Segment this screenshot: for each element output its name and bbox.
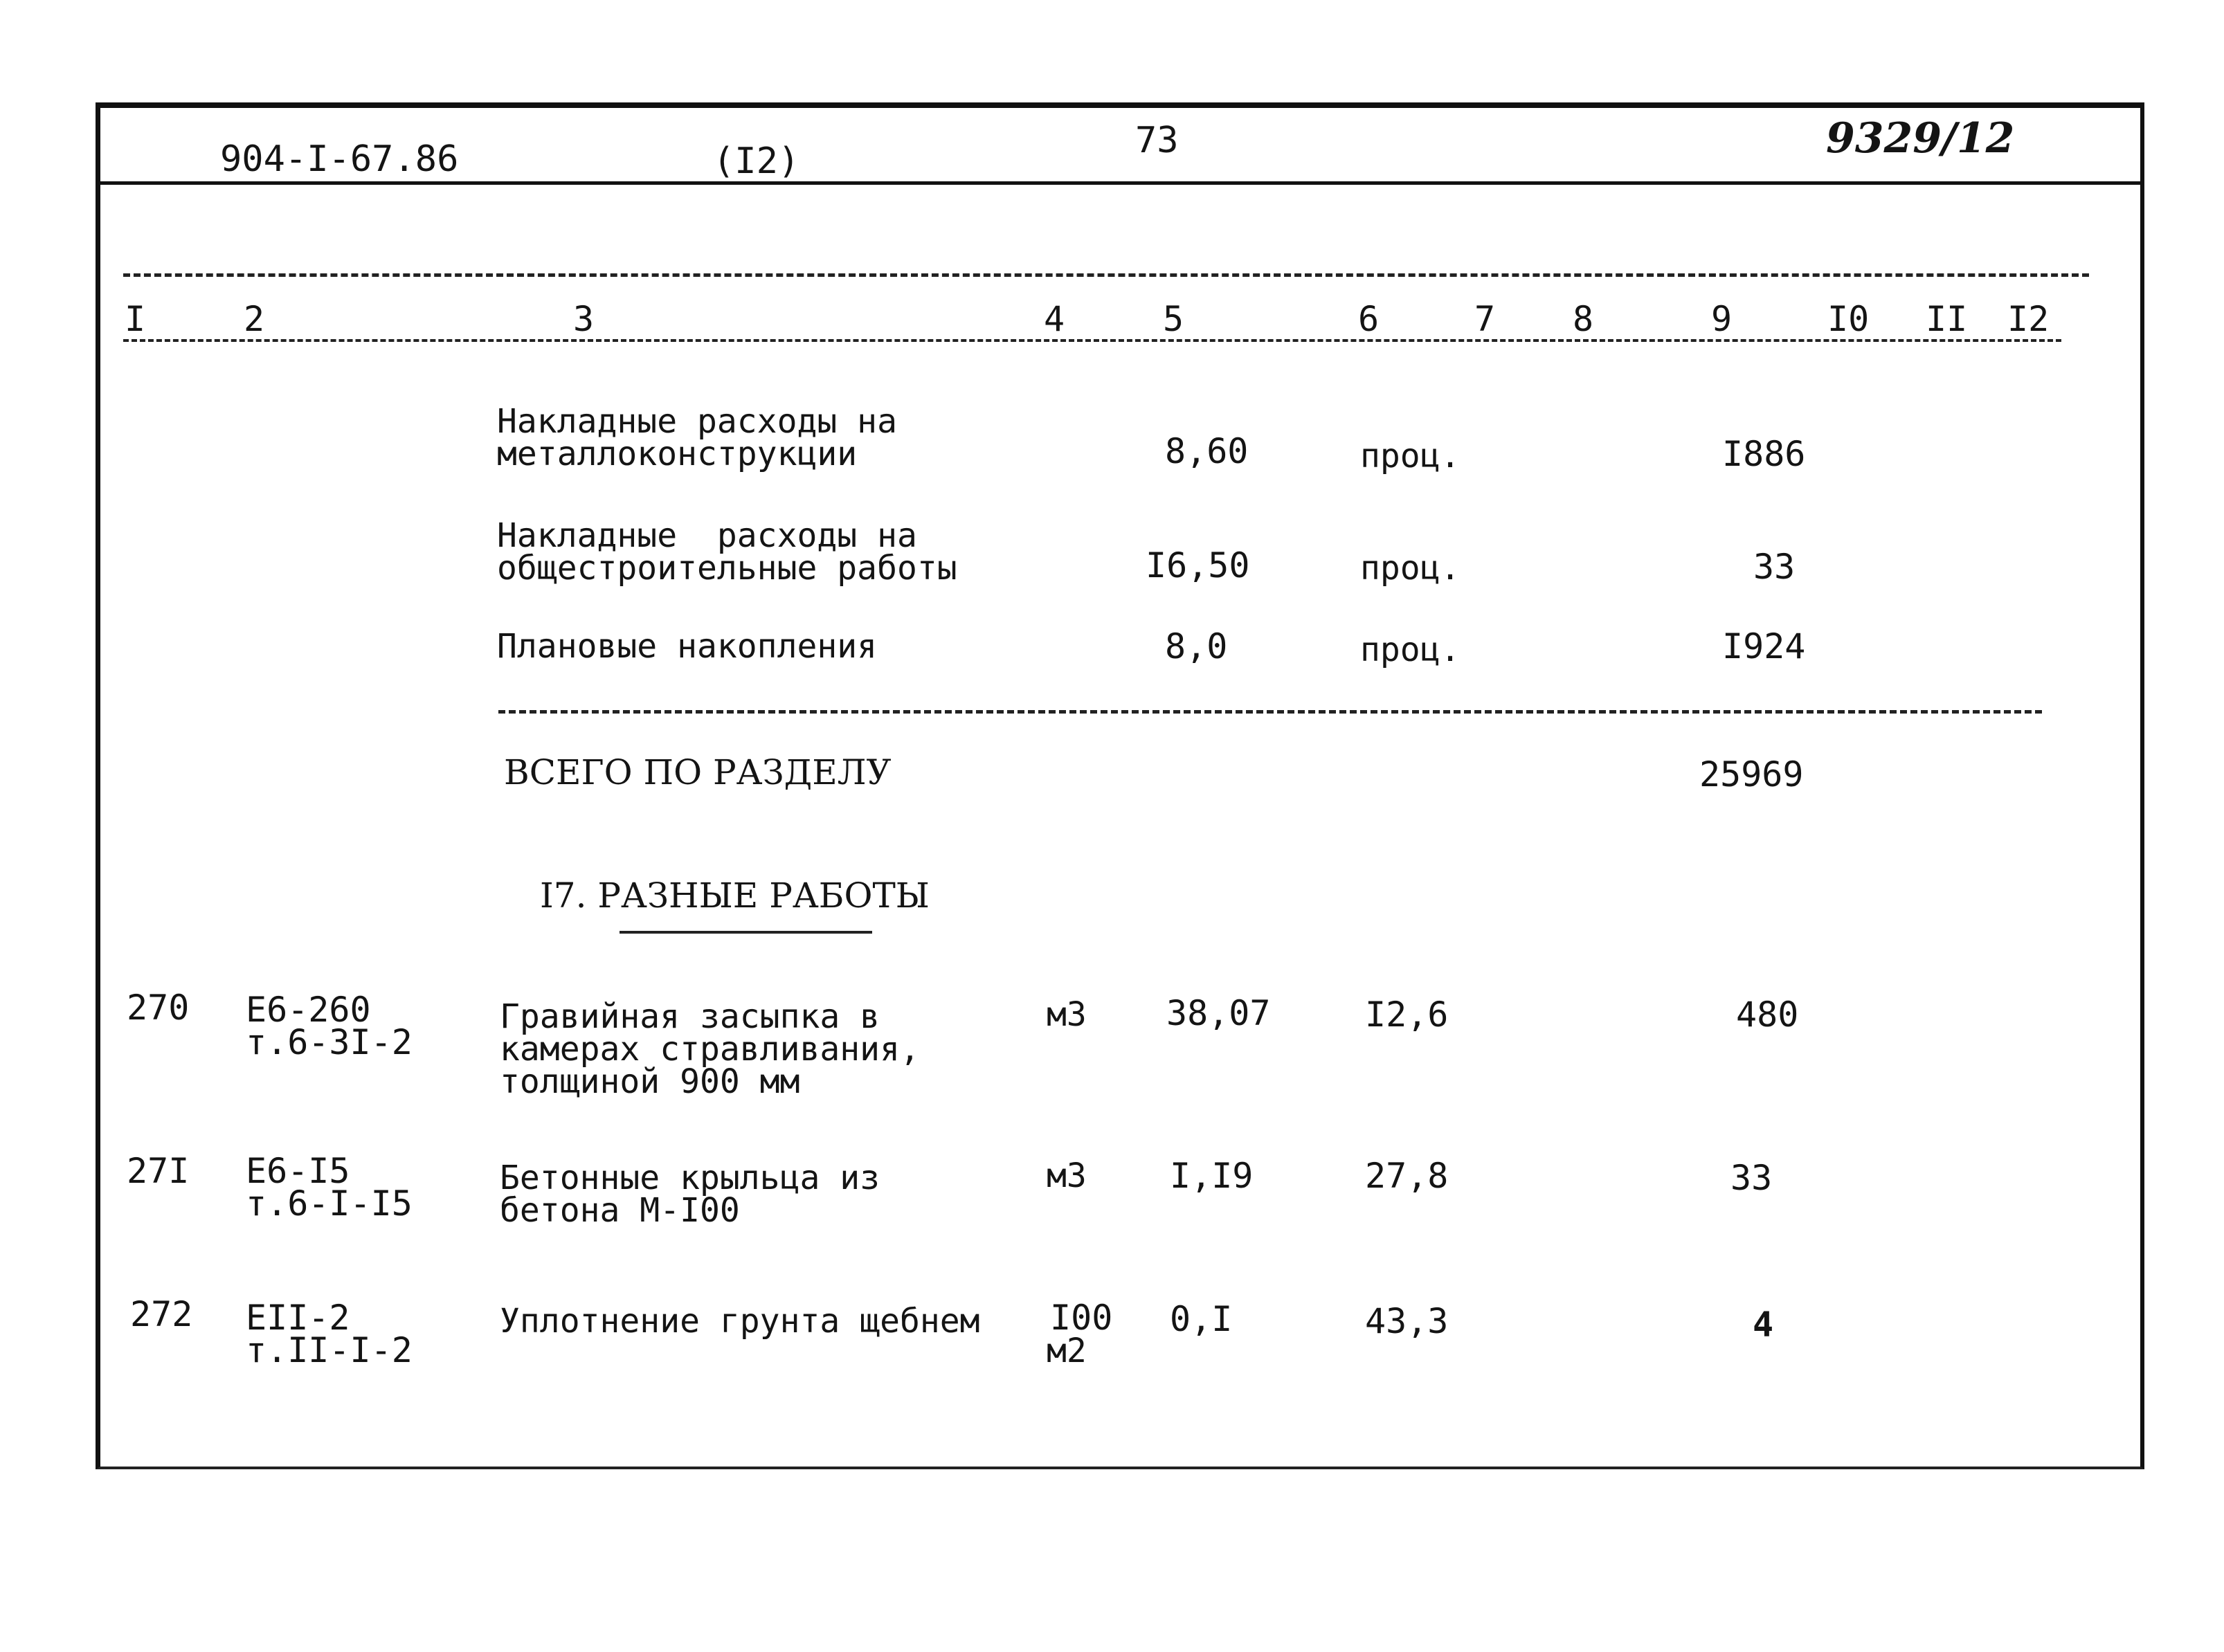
overhead-name-line2: общестроительные работы xyxy=(497,549,957,588)
overhead-unit: проц. xyxy=(1360,437,1461,475)
column-number-9: 9 xyxy=(1711,299,1733,339)
row-description-line1: Бетонные крыльца из xyxy=(500,1159,880,1197)
column-number-7: 7 xyxy=(1474,299,1496,339)
column-number-11: II xyxy=(1926,299,1968,339)
row-number: 272 xyxy=(130,1294,193,1334)
row-code-line2: т.6-3I-2 xyxy=(246,1022,413,1062)
row-quantity: I,I9 xyxy=(1170,1156,1254,1196)
overhead-unit: проц. xyxy=(1360,630,1461,669)
overhead-total: I924 xyxy=(1722,626,1806,666)
row-unit-line1: I00 xyxy=(1050,1298,1113,1338)
row-total: 480 xyxy=(1736,995,1799,1035)
column-number-8: 8 xyxy=(1573,299,1594,339)
row-quantity: 38,07 xyxy=(1166,993,1271,1033)
column-number-4: 4 xyxy=(1044,299,1065,339)
column-number-3: 3 xyxy=(573,299,595,339)
section-total-value: 25969 xyxy=(1699,754,1804,795)
column-number-12: I2 xyxy=(2007,299,2050,339)
overhead-name-line1: Накладные расходы на xyxy=(497,516,917,555)
overhead-name-line2: металлоконструкции xyxy=(497,435,858,473)
document-code: 904-I-67.86 xyxy=(220,138,459,180)
row-unit-price: I2,6 xyxy=(1365,995,1449,1035)
row-quantity: 0,I xyxy=(1170,1299,1233,1339)
row-code-line2: т.II-I-2 xyxy=(246,1330,413,1370)
row-unit-line2: м2 xyxy=(1047,1332,1087,1370)
overhead-total: I886 xyxy=(1722,434,1806,474)
row-code-line1: E6-260 xyxy=(246,990,371,1030)
row-number: 27I xyxy=(127,1151,190,1191)
overhead-rate: 8,0 xyxy=(1165,626,1228,666)
row-total: 33 xyxy=(1730,1158,1773,1198)
row-unit-price: 27,8 xyxy=(1365,1156,1449,1196)
row-description-line1: Уплотнение грунта щебнем xyxy=(500,1302,980,1341)
overhead-rate: 8,60 xyxy=(1165,431,1249,471)
row-total: 4 xyxy=(1753,1305,1774,1345)
row-description-line3: толщиной 900 мм xyxy=(500,1062,800,1101)
row-unit-price: 43,3 xyxy=(1365,1301,1449,1341)
overhead-name-line1: Накладные расходы на xyxy=(497,402,897,441)
section-number: (I2) xyxy=(713,140,800,182)
row-code-line1: E6-I5 xyxy=(246,1151,350,1191)
overhead-total: 33 xyxy=(1753,547,1796,587)
row-description-line1: Гравийная засыпка в xyxy=(500,997,880,1036)
row-number: 270 xyxy=(127,988,190,1028)
dashed-rule-top xyxy=(123,273,2089,277)
row-description-line2: камерах стравливания, xyxy=(500,1030,920,1069)
row-description-line2: бетона М-I00 xyxy=(500,1191,740,1230)
overhead-unit: проц. xyxy=(1360,549,1461,588)
header-rule xyxy=(100,181,2140,185)
overhead-rate: I6,50 xyxy=(1146,545,1250,586)
column-number-10: I0 xyxy=(1827,299,1870,339)
dashed-rule-subtotal xyxy=(498,710,2042,714)
row-code-line1: EII-2 xyxy=(246,1298,350,1338)
overhead-name-line1: Плановые накопления xyxy=(497,627,878,666)
column-number-6: 6 xyxy=(1358,299,1380,339)
page-number: 73 xyxy=(1135,120,1179,161)
column-number-2: 2 xyxy=(244,299,265,339)
section-total-label: ВСЕГО ПО РАЗДЕЛУ xyxy=(504,752,892,792)
column-number-1: I xyxy=(125,299,146,339)
dashed-rule-columns xyxy=(123,339,2061,342)
row-code-line2: т.6-I-I5 xyxy=(246,1183,413,1224)
section-heading-underline xyxy=(620,931,872,934)
row-unit: м3 xyxy=(1047,1156,1087,1195)
row-unit: м3 xyxy=(1047,995,1087,1034)
handwritten-doc-number: 9329/12 xyxy=(1826,114,2015,163)
column-number-5: 5 xyxy=(1163,299,1184,339)
section-heading: I7. РАЗНЫЕ РАБОТЫ xyxy=(540,875,930,916)
